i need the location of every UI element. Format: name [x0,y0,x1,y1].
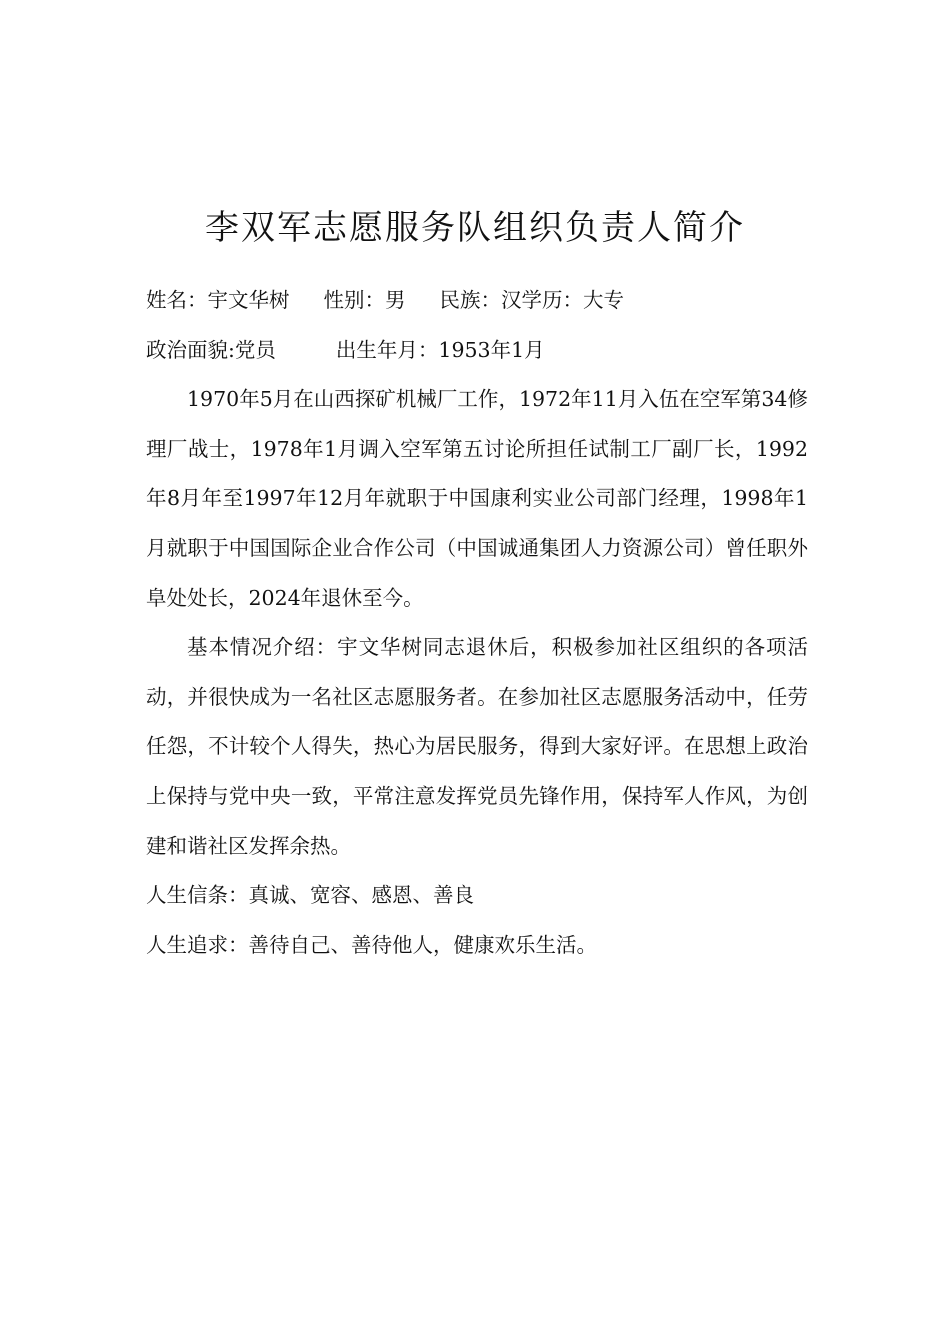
intro-paragraph: 基本情况介绍：宇文华树同志退休后，积极参加社区组织的各项活动，并很快成为一名社区志愿服务者。在参加社区志愿服务活动中，任劳任怨，不计较个人得失，热心为居民服务，得到大家好评。在思想上政治上保持与党中央一致，平常注意发挥党员先锋作用，保持军人作风，为创建和谐社区发挥余热。 [146,635,808,858]
gender-field: 性别：男 [323,288,406,312]
document-body [146,276,808,970]
pursuit-line: 人生追求：善待自己、善待他人，健康欢乐生活。 [146,932,597,957]
basic-info-line [146,276,808,326]
motto-line: 人生信条：真诚、宽容、感恩、善良 [146,883,474,908]
birth-date-field: 出生年月：1953年1月 [335,337,545,362]
ethnicity-education-field: 民族：汉学历：大专 [439,288,624,312]
career-paragraph: 1970年5月在山西探矿机械厂工作，1972年11月入伍在空军第34修理厂战士，1978年1月调入空军第五讨论所担任试制工厂副厂长，1992年8月年至1997年12月年就职于中国康利实业公司部门经理，1998年1月就职于中国国际企业合作公司（中国诚通集团人力资源公司）曾任职外阜处处长，2024年退休至今。 [146,387,808,610]
name-field: 姓名：宇文华树 [146,288,290,312]
political-status-field: 政治面貌:党员 [146,337,276,362]
document-title: 李双军志愿服务队组织负责人简介 [205,208,745,248]
political-birth-line [146,326,808,376]
